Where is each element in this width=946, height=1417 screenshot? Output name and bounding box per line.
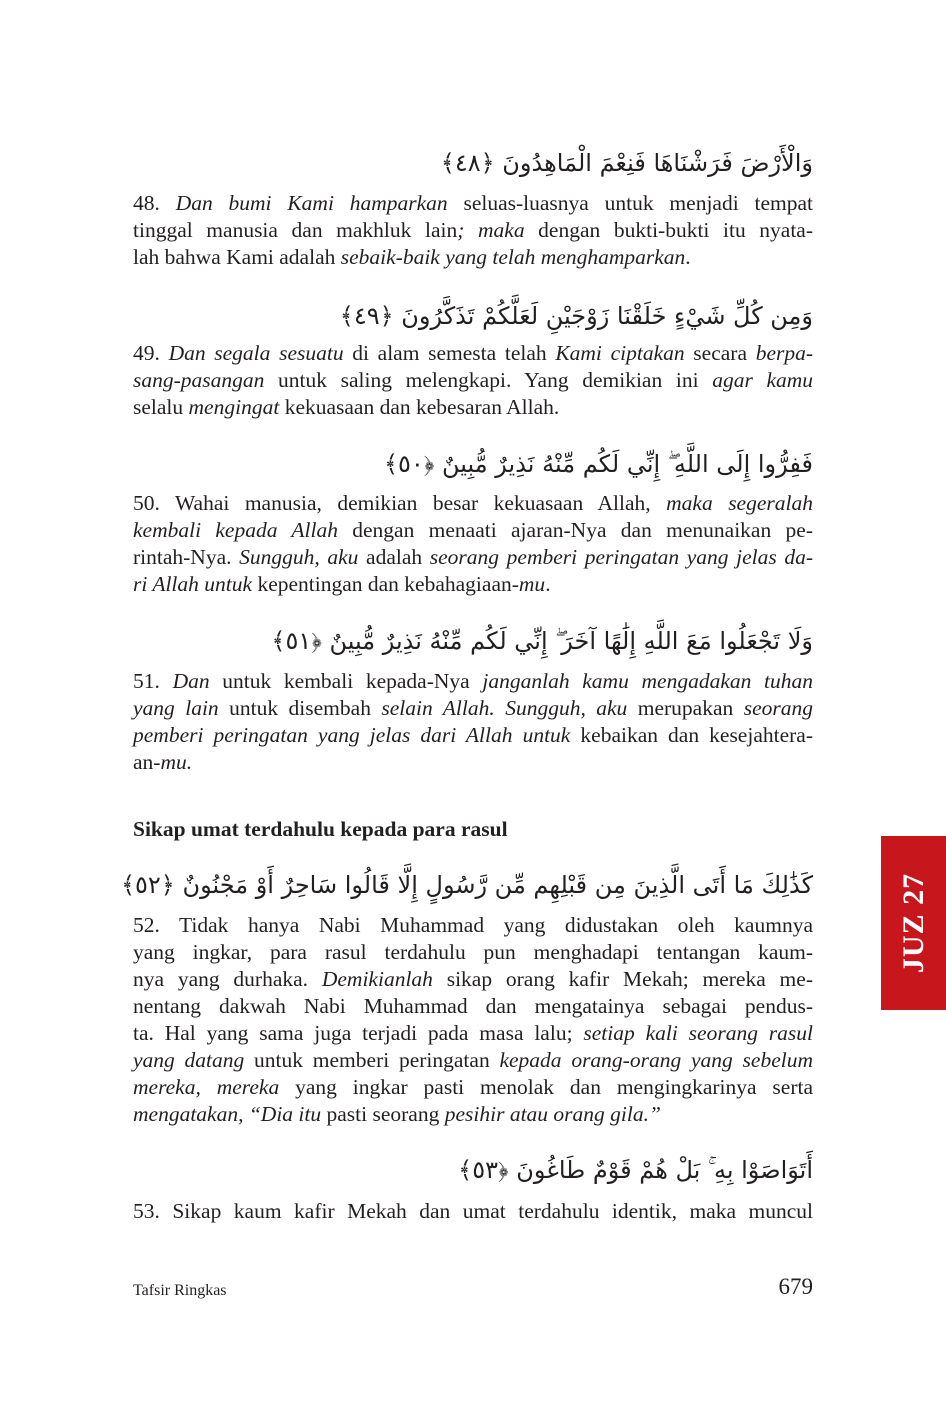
italic-text: Dan xyxy=(172,669,210,693)
text-segment: 52. Tidak hanya Nabi Muhammad yang didustakan oleh kaumnya xyxy=(133,913,813,937)
text-segment: 50. Wahai manusia, demikian besar kekuasaan Allah, xyxy=(133,491,667,515)
text-segment: ta. Hal yang sama juga terjadi pada masa lalu; xyxy=(133,1021,584,1045)
arabic-verse-50: فَفِرُّوا إِلَى اللَّهِ ۖ إِنِّي لَكُم مِّنْهُ نَذِيرٌ مُّبِينٌ ﴿٥٠﴾ xyxy=(383,450,813,478)
italic-text: Sungguh, aku xyxy=(239,545,359,569)
translation-50 xyxy=(133,490,813,598)
arabic-verse-52: كَذَٰلِكَ مَا أَتَى الَّذِينَ مِن قَبْلِهِم مِّن رَّسُولٍ إِلَّا قَالُوا سَاحِرٌ أَوْ مَجْنُونٌ ﴿٥٢﴾ xyxy=(120,871,813,899)
text-segment: untuk kembali kepada-Nya xyxy=(209,669,483,693)
text-line xyxy=(133,722,813,749)
translation-48 xyxy=(133,190,813,271)
text-line xyxy=(133,1074,813,1101)
text-segment: . xyxy=(685,245,691,269)
text-line xyxy=(133,1101,813,1128)
text-segment: rintah-Nya. xyxy=(133,545,240,569)
text-line xyxy=(133,367,813,394)
text-line xyxy=(133,966,813,993)
arabic-verse-48: وَالْأَرْضَ فَرَشْنَاهَا فَنِعْمَ الْمَاهِدُونَ ﴿٤٨﴾ xyxy=(440,149,813,177)
translation-51 xyxy=(133,668,813,776)
text-segment: tinggal manusia dan makhluk lain xyxy=(133,218,458,242)
text-segment: selalu xyxy=(133,395,189,419)
text-segment: merupakan xyxy=(627,696,744,720)
italic-text: maka segeralah xyxy=(666,491,813,515)
text-line xyxy=(133,517,813,544)
text-line xyxy=(133,749,813,776)
text-segment: . xyxy=(545,572,551,596)
text-segment: 49. xyxy=(133,341,169,365)
text-segment xyxy=(464,218,478,242)
text-segment: yang ingkar, para rasul terdahulu pun menghadapi tentangan kaum- xyxy=(133,940,813,964)
text-line xyxy=(133,217,813,244)
text-segment: di alam semesta telah xyxy=(343,341,556,365)
italic-text: selain Allah. Sungguh, aku xyxy=(381,696,628,720)
text-segment: 53. Sikap kaum kafir Mekah dan umat terdahulu identik, maka muncul xyxy=(133,1199,813,1223)
text-line xyxy=(133,544,813,571)
footer-book-title: Tafsir Ringkas xyxy=(133,1282,227,1299)
text-segment: untuk disembah xyxy=(218,696,382,720)
text-segment: pasti seorang xyxy=(321,1102,445,1126)
italic-text: pesihir atau orang gila.” xyxy=(444,1102,661,1126)
italic-text: kepada orang-orang yang sebelum xyxy=(499,1048,813,1072)
italic-text: sebaik-baik yang telah menghamparkan xyxy=(340,245,686,269)
text-segment: seluas-luasnya untuk menjadi tempat xyxy=(447,191,813,215)
text-line xyxy=(133,695,813,722)
italic-text: Kami ciptakan xyxy=(555,341,685,365)
text-segment: lah bahwa Kami adalah xyxy=(133,245,341,269)
text-segment: kekuasaan dan kebesaran Allah. xyxy=(279,395,560,419)
juz-label: JUZ 27 xyxy=(896,872,930,974)
italic-text: kembali kepada Allah xyxy=(133,518,338,542)
italic-text: yang datang xyxy=(133,1048,245,1072)
italic-text: mereka, mereka xyxy=(133,1075,280,1099)
juz-side-tab xyxy=(881,836,946,1010)
text-segment: an- xyxy=(133,750,161,774)
italic-text: mu xyxy=(518,572,546,596)
text-line xyxy=(133,1198,813,1225)
text-line xyxy=(133,1047,813,1074)
italic-text: pemberi peringatan yang jelas dari Allah untuk xyxy=(133,723,571,747)
italic-text: mu. xyxy=(160,750,193,774)
text-segment: yang ingkar pasti menolak dan mengingkarinya serta xyxy=(279,1075,813,1099)
italic-text: mengingat xyxy=(188,395,280,419)
text-segment: dengan bukti-bukti itu nyata- xyxy=(524,218,814,242)
italic-text: yang lain xyxy=(133,696,219,720)
italic-text: mengatakan, “Dia itu xyxy=(133,1102,322,1126)
text-segment: secara xyxy=(684,341,756,365)
text-segment: untuk memberi peringatan xyxy=(244,1048,500,1072)
text-segment: nya yang durhaka. xyxy=(133,967,322,991)
italic-text: ; xyxy=(457,218,465,242)
text-segment: kebaikan dan kesejahtera- xyxy=(570,723,813,747)
page-number: 679 xyxy=(778,1274,813,1299)
arabic-verse-53: أَتَوَاصَوْا بِهِ ۚ بَلْ هُمْ قَوْمٌ طَاغُونَ ﴿٥٣﴾ xyxy=(458,1156,813,1184)
arabic-verse-49: وَمِن كُلِّ شَيْءٍ خَلَقْنَا زَوْجَيْنِ لَعَلَّكُمْ تَذَكَّرُونَ ﴿٤٩﴾ xyxy=(339,302,813,330)
text-line xyxy=(133,939,813,966)
text-line xyxy=(133,912,813,939)
text-line xyxy=(133,668,813,695)
italic-text: agar kamu xyxy=(712,368,814,392)
italic-text: seorang xyxy=(743,696,813,720)
text-line xyxy=(133,394,813,421)
text-segment: nentang dakwah Nabi Muhammad dan mengatainya sebagai pendus- xyxy=(133,994,813,1018)
arabic-verse-51: وَلَا تَجْعَلُوا مَعَ اللَّهِ إِلَٰهًا آخَرَ ۖ إِنِّي لَكُم مِّنْهُ نَذِيرٌ مُّبِينٌ ﴿٥١﴾ xyxy=(271,627,813,655)
translation-53 xyxy=(133,1198,813,1225)
translation-49 xyxy=(133,340,813,421)
text-segment: untuk saling melengkapi. Yang demikian ini xyxy=(264,368,713,392)
italic-text: Dan segala sesuatu xyxy=(168,341,344,365)
text-line xyxy=(133,571,813,598)
italic-text: seorang pemberi peringatan yang jelas da- xyxy=(429,545,813,569)
italic-text: maka xyxy=(478,218,525,242)
section-heading: Sikap umat terdahulu kepada para rasul xyxy=(133,817,508,841)
text-segment: dengan menaati ajaran-Nya dan menunaikan pe- xyxy=(337,518,813,542)
italic-text: janganlah kamu mengadakan tuhan xyxy=(482,669,814,693)
text-segment: kepentingan dan kebahagiaan- xyxy=(252,572,519,596)
italic-text: Dan bumi Kami hamparkan xyxy=(175,191,448,215)
text-line xyxy=(133,993,813,1020)
text-line xyxy=(133,340,813,367)
text-segment: 51. xyxy=(133,669,173,693)
text-segment: adalah xyxy=(358,545,430,569)
text-line xyxy=(133,244,813,271)
text-line xyxy=(133,490,813,517)
text-line xyxy=(133,1020,813,1047)
italic-text: berpa- xyxy=(755,341,814,365)
italic-text: sang-pasangan xyxy=(133,368,265,392)
text-segment: 48. xyxy=(133,191,176,215)
italic-text: ri Allah untuk xyxy=(133,572,253,596)
italic-text: setiap kali seorang rasul xyxy=(583,1021,813,1045)
text-segment: sikap orang kafir Mekah; mereka me- xyxy=(432,967,813,991)
italic-text: Demikianlah xyxy=(321,967,433,991)
text-line xyxy=(133,190,813,217)
translation-52 xyxy=(133,912,813,1128)
